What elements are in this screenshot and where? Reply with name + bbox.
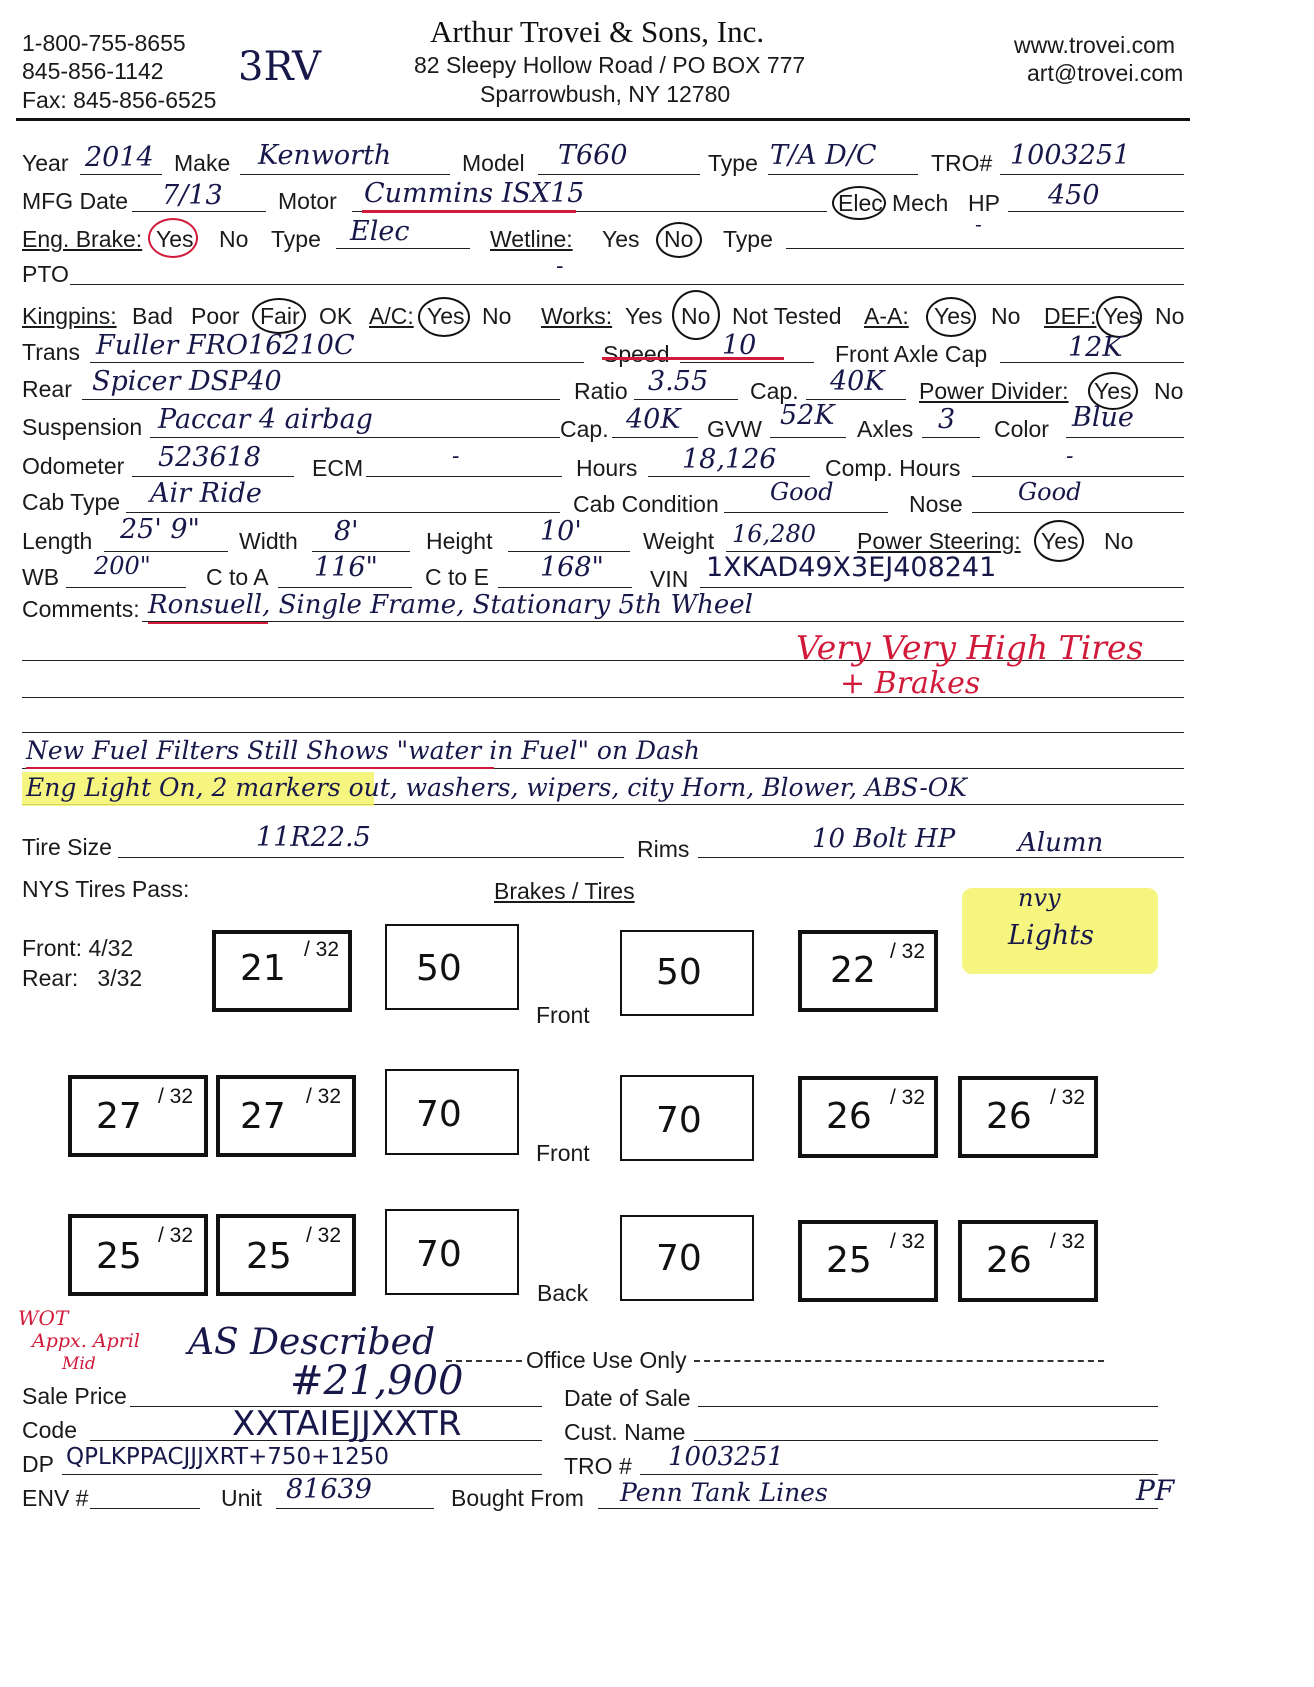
rear-value: Spicer DSP40 (92, 366, 282, 397)
per32-label: / 32 (306, 1224, 342, 1247)
nose-label: Nose (909, 491, 963, 517)
wetline-yes: Yes (602, 226, 640, 252)
susp-cap-label: Cap. (560, 416, 609, 442)
eng-brake-label: Eng. Brake: (22, 226, 143, 252)
per32-label: / 32 (158, 1224, 194, 1247)
tire-size-value: 11R22.5 (256, 822, 371, 853)
dp-value: QPLKPPACJJJXRT+750+1250 (66, 1444, 389, 1470)
code-value: XXTAIEJJXXTR (232, 1404, 462, 1444)
eng-brake-yes-circle (148, 218, 198, 258)
weight-label: Weight (643, 528, 715, 554)
tire-value: 26 (986, 1096, 1032, 1137)
aa-label: A-A: (864, 303, 909, 329)
unit-value: 81639 (286, 1474, 372, 1505)
kingpins-label: Kingpins: (22, 303, 117, 329)
power-steering-yes-circle (1034, 520, 1084, 562)
type-value: T/A D/C (770, 140, 877, 171)
tire-value: 27 (240, 1096, 286, 1137)
unit-label: Unit (221, 1485, 262, 1511)
length-label: Length (22, 528, 93, 554)
wb-value: 200" (94, 552, 151, 580)
wetline-no-circle (656, 222, 702, 258)
front-pass-spec: Front: 4/32 (22, 935, 134, 961)
ac-yes: Yes (427, 303, 465, 329)
comment-line-4: New Fuel Filters Still Shows "water in Fuel" on Dash (26, 736, 700, 765)
address-line-2: Sparrowbush, NY 12780 (480, 81, 731, 107)
fax-number: Fax: 845-856-6525 (22, 87, 217, 113)
speed-label: Speed (603, 341, 670, 367)
width-value: 8' (334, 516, 359, 547)
front-axle-cap-label: Front Axle Cap (835, 341, 988, 367)
red-note-3: Mid (62, 1354, 96, 1374)
eng-brake-type-value: Elec (350, 216, 410, 247)
comp-hours-label: Comp. Hours (825, 455, 961, 481)
per32-label: / 32 (890, 940, 926, 963)
color-label: Color (994, 416, 1049, 442)
kingpins-poor: Poor (191, 303, 240, 329)
works-label: Works: (541, 303, 613, 329)
odometer-value: 523618 (158, 442, 262, 473)
lights-note-top: nvy (1018, 884, 1061, 912)
axle-front-label-1: Front (536, 1002, 590, 1028)
tire-value: 25 (826, 1240, 872, 1281)
power-divider-label: Power Divider: (919, 378, 1069, 404)
works-no-circle (672, 290, 720, 340)
model-label: Model (462, 150, 525, 176)
kingpins-bad: Bad (132, 303, 173, 329)
rims-value: 10 Bolt HP (812, 824, 956, 854)
def-label: DEF: (1044, 303, 1097, 329)
power-steering-label: Power Steering: (857, 528, 1021, 554)
tro-value: 1003251 (1010, 140, 1131, 171)
mfg-date-label: MFG Date (22, 188, 129, 214)
rims-value-2: Alumn (1018, 828, 1104, 858)
office-use-only-label: Office Use Only (526, 1347, 687, 1373)
initials: PF (1136, 1474, 1175, 1507)
tire-value: 21 (240, 948, 286, 989)
bought-from-label: Bought From (451, 1485, 584, 1511)
brake-value: 70 (656, 1100, 702, 1141)
hp-dash: - (975, 212, 982, 236)
color-value: Blue (1072, 402, 1134, 433)
per32-label: / 32 (306, 1085, 342, 1108)
phone-1: 1-800-755-8655 (22, 30, 186, 56)
per32-label: / 32 (158, 1085, 194, 1108)
brake-value: 50 (656, 952, 702, 993)
type-label: Type (708, 150, 758, 176)
per32-label: / 32 (1050, 1086, 1086, 1109)
motor-red-underline (362, 210, 576, 213)
company-name: Arthur Trovei & Sons, Inc. (430, 14, 765, 49)
ac-label: A/C: (369, 303, 414, 329)
works-not-tested: Not Tested (732, 303, 842, 329)
length-value: 25' 9" (120, 514, 200, 545)
brake-value: 70 (656, 1238, 702, 1279)
model-value: T660 (558, 140, 628, 171)
rear-pass-spec: Rear: 3/32 (22, 965, 143, 991)
elec-circle (832, 186, 886, 220)
motor-label: Motor (278, 188, 337, 214)
axle-back-label: Back (537, 1280, 589, 1306)
wetline-label: Wetline: (490, 226, 573, 252)
works-no: No (681, 303, 711, 329)
tire-size-label: Tire Size (22, 834, 112, 860)
wetline-type-label: Type (723, 226, 773, 252)
comment-red-underline (148, 622, 268, 624)
year-label: Year (22, 150, 69, 176)
width-label: Width (239, 528, 298, 554)
weight-value: 16,280 (732, 520, 816, 548)
ac-no: No (482, 303, 512, 329)
year-value: 2014 (85, 142, 154, 173)
power-steering-yes: Yes (1041, 528, 1079, 554)
red-note-2: Appx. April (32, 1330, 140, 1352)
bought-from-value: Penn Tank Lines (620, 1478, 828, 1507)
phone-2: 845-856-1142 (22, 58, 164, 84)
make-label: Make (174, 150, 231, 176)
brake-value: 70 (416, 1234, 462, 1275)
susp-cap-value: 40K (626, 404, 681, 435)
aa-yes-circle (926, 297, 976, 337)
cust-name-label: Cust. Name (564, 1419, 686, 1445)
vin-label: VIN (650, 566, 689, 592)
c-to-a-value: 116" (314, 552, 378, 583)
per32-label: / 32 (304, 938, 340, 961)
works-yes: Yes (625, 303, 663, 329)
c-to-e-value: 168" (540, 552, 604, 583)
height-label: Height (426, 528, 493, 554)
brake-value: 70 (416, 1094, 462, 1135)
odometer-label: Odometer (22, 453, 125, 479)
rear-cap-value: 40K (830, 366, 885, 397)
code-label: Code (22, 1417, 77, 1443)
axle-front-label-2: Front (536, 1140, 590, 1166)
axles-label: Axles (857, 416, 914, 442)
ratio-value: 3.55 (648, 366, 709, 397)
suspension-value: Paccar 4 airbag (158, 404, 373, 435)
front-axle-cap-value: 12K (1068, 332, 1123, 363)
brakes-tires-label: Brakes / Tires (494, 878, 635, 904)
cab-condition-value: Good (770, 478, 834, 506)
vin-value: 1XKAD49X3EJ408241 (706, 552, 997, 583)
trans-label: Trans (22, 339, 80, 365)
date-of-sale-label: Date of Sale (564, 1385, 691, 1411)
mfg-date-value: 7/13 (162, 180, 223, 211)
c-to-a-label: C to A (206, 564, 269, 590)
ac-yes-circle (418, 297, 470, 337)
tro-label: TRO# (931, 150, 993, 176)
tire-value: 26 (986, 1240, 1032, 1281)
eng-brake-yes: Yes (156, 226, 194, 252)
trans-value: Fuller FRO16210C (96, 330, 355, 361)
mech-label: Mech (892, 190, 949, 216)
sale-price-value: #21,900 (290, 1358, 464, 1404)
suspension-label: Suspension (22, 414, 143, 440)
lights-note: Lights (1008, 920, 1094, 951)
rear-cap-label: Cap. (750, 378, 799, 404)
env-label: ENV # (22, 1485, 89, 1511)
comment-line-1: Ronsuell, Single Frame, Stationary 5th Wheel (148, 590, 753, 620)
pto-label: PTO (22, 261, 69, 287)
tro-num-label: TRO # (564, 1453, 632, 1479)
comments-label: Comments: (22, 596, 140, 622)
ecm-label: ECM (312, 455, 364, 481)
gvw-label: GVW (707, 416, 762, 442)
comment-line-5: Eng Light On, 2 markers out, washers, wipers, city Horn, Blower, ABS-OK (26, 773, 967, 802)
ecm-value: - (452, 444, 460, 469)
tro-num-value: 1003251 (668, 1442, 784, 1472)
speed-value: 10 (722, 330, 757, 361)
comment-red-2: + Brakes (840, 666, 981, 701)
hours-label: Hours (576, 455, 638, 481)
per32-label: / 32 (1050, 1230, 1086, 1253)
as-described: AS Described (188, 1322, 436, 1363)
dp-label: DP (22, 1451, 54, 1477)
power-divider-no: No (1154, 378, 1184, 404)
per32-label: / 32 (890, 1086, 926, 1109)
kingpins-ok: OK (319, 303, 353, 329)
motor-value: Cummins ISX15 (364, 178, 585, 209)
red-note-1: WOT (18, 1306, 69, 1330)
tire-value: 22 (830, 950, 876, 991)
height-value: 10' (540, 516, 582, 547)
ratio-label: Ratio (574, 378, 628, 404)
power-steering-no: No (1104, 528, 1134, 554)
rear-label: Rear (22, 376, 72, 402)
aa-no: No (991, 303, 1021, 329)
comment-line-4-red-underline (26, 767, 494, 769)
wetline-no: No (664, 226, 694, 252)
sale-price-label: Sale Price (22, 1383, 127, 1409)
kingpins-fair: Fair (260, 303, 300, 329)
nose-value: Good (1018, 478, 1082, 506)
kingpins-fair-circle (252, 298, 306, 334)
cab-type-value: Air Ride (150, 478, 262, 509)
aa-yes: Yes (934, 303, 972, 329)
cab-type-label: Cab Type (22, 489, 121, 515)
cab-condition-label: Cab Condition (573, 491, 719, 517)
pto-value: - (556, 254, 564, 279)
hp-label: HP (968, 190, 1000, 216)
comp-hours-value: - (1066, 444, 1074, 469)
email: art@trovei.com (1027, 60, 1184, 86)
power-divider-yes: Yes (1094, 378, 1132, 404)
speed-red-underline (602, 357, 784, 360)
tire-value: 26 (826, 1096, 872, 1137)
axles-value: 3 (938, 404, 956, 435)
hours-value: 18,126 (682, 444, 777, 475)
tire-value: 27 (96, 1096, 142, 1137)
comment-red-1: Very Very High Tires (796, 628, 1144, 667)
elec-label: Elec (838, 190, 883, 216)
hp-value: 450 (1048, 180, 1100, 211)
address-line-1: 82 Sleepy Hollow Road / PO BOX 777 (414, 52, 806, 78)
header-divider (16, 118, 1190, 121)
brake-value: 50 (416, 948, 462, 989)
tire-value: 25 (246, 1236, 292, 1277)
eng-brake-type-label: Type (271, 226, 321, 252)
per32-label: / 32 (890, 1230, 926, 1253)
def-no: No (1155, 303, 1185, 329)
c-to-e-label: C to E (425, 564, 489, 590)
eng-brake-no: No (219, 226, 249, 252)
gvw-value: 52K (780, 400, 835, 431)
rims-label: Rims (637, 836, 690, 862)
nys-tires-pass-label: NYS Tires Pass: (22, 876, 190, 902)
wb-label: WB (22, 564, 60, 590)
website: www.trovei.com (1014, 32, 1176, 58)
tire-value: 25 (96, 1236, 142, 1277)
make-value: Kenworth (258, 140, 392, 171)
stamp-code: 3RV (238, 44, 322, 90)
def-yes: Yes (1103, 303, 1141, 329)
